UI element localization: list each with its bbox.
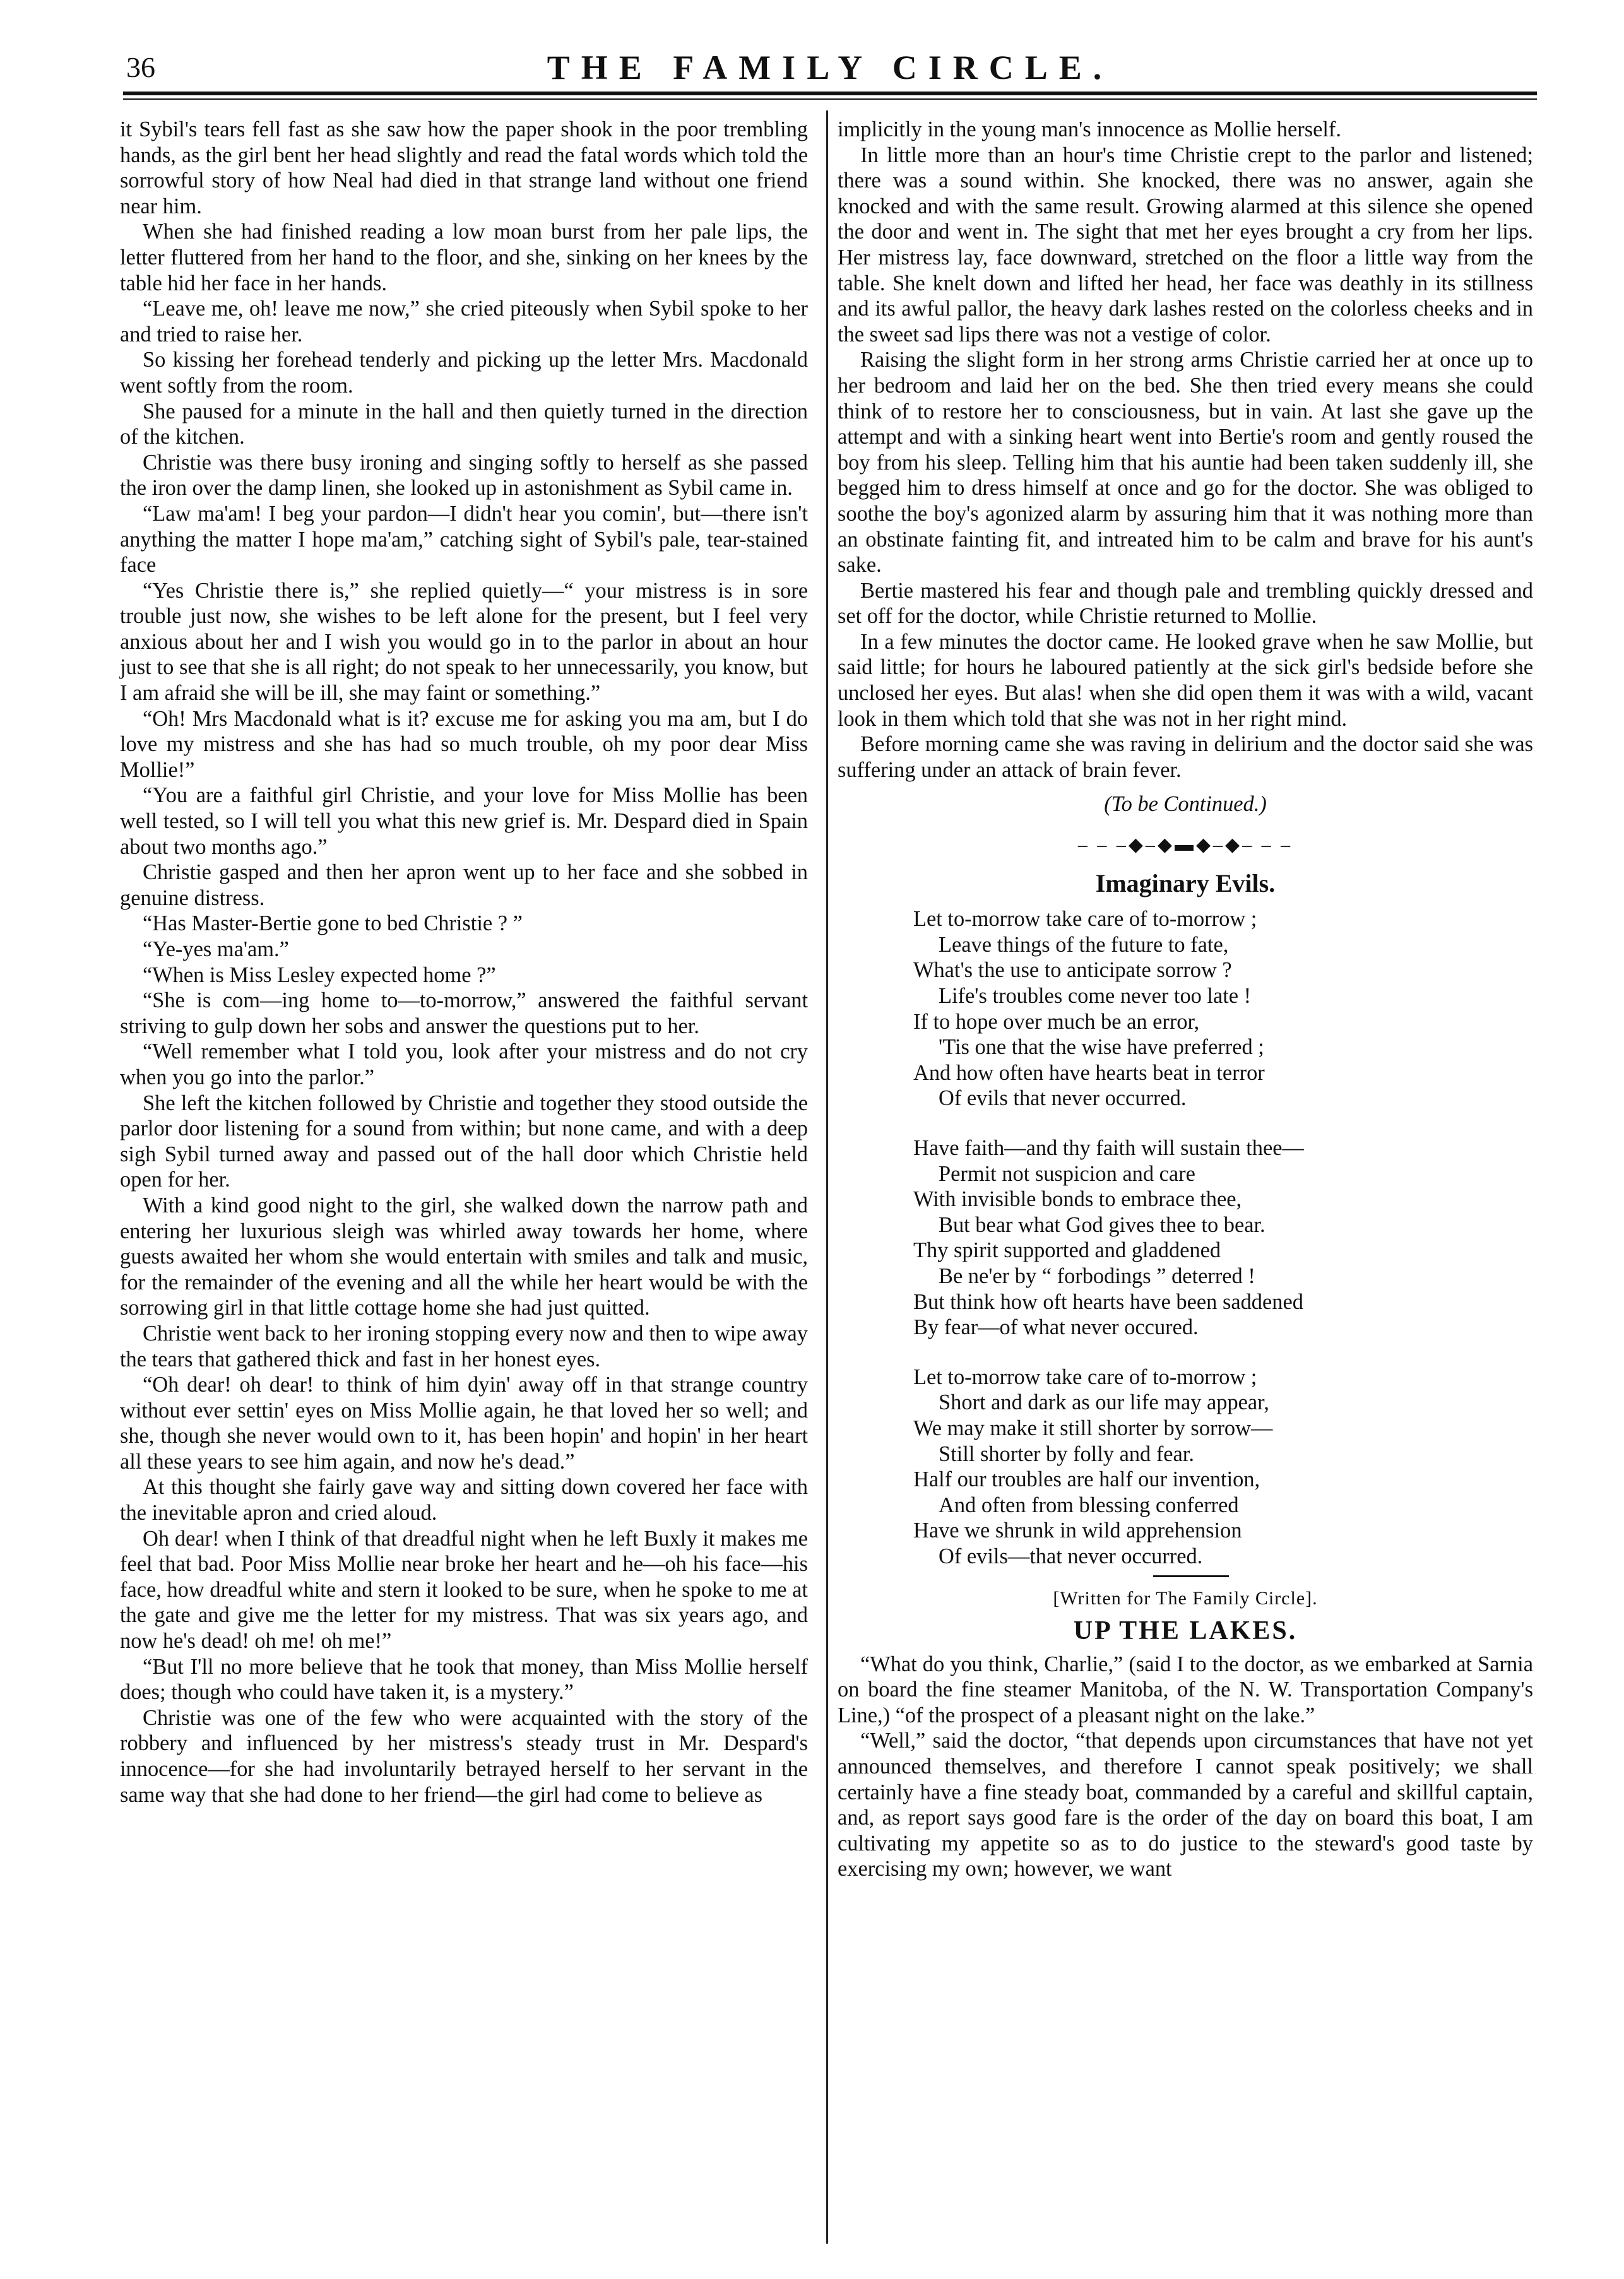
- story-paragraph: “Oh! Mrs Macdonald what is it? excuse me for asking you ma am, but I do love my mistress and she has had so much trouble, oh my poor dear Miss Mollie!”: [120, 706, 808, 782]
- poem-line: What's the use to anticipate sorrow ?: [913, 958, 1232, 983]
- page-header: [126, 44, 1534, 95]
- poem-line: Permit not suspicion and care: [939, 1161, 1195, 1186]
- story-paragraph: Bertie mastered his fear and though pale and trembling quickly dressed and set off for the doctor, while Christie returned to Mollie.: [838, 578, 1533, 629]
- poem: [913, 906, 1533, 1569]
- poem-line: We may make it still shorter by sorrow—: [913, 1416, 1273, 1440]
- poem-line: Leave things of the future to fate,: [939, 932, 1229, 957]
- article-paragraph: “What do you think, Charlie,” (said I to the doctor, as we embarked at Sarnia on board the fine steamer Manitoba, of the N. W. Transportation Company's Line,) “of the prospect of a pleasant night on the lake.”: [838, 1652, 1533, 1727]
- poem-line: If to hope over much be an error,: [913, 1009, 1200, 1034]
- poem-line: Have we shrunk in wild apprehension: [913, 1518, 1242, 1543]
- story-paragraph: She left the kitchen followed by Christie and together they stood outside the parlor door listening for a sound from within; but none came, and with a deep sigh Sybil turned away and passed out of the hall door which Christie held open for her.: [120, 1091, 808, 1192]
- story-paragraph: At this thought she fairly gave way and sitting down covered her face with the inevitable apron and cried aloud.: [120, 1475, 808, 1525]
- story-paragraph: “Law ma'am! I beg your pardon—I didn't hear you comin', but—there isn't anything the matter I hope ma'am,” catching sight of Sybil's pale, tear-stained face: [120, 501, 808, 577]
- story-paragraph: Christie went back to her ironing stopping every now and then to wipe away the tears that gathered thick and fast in her honest eyes.: [120, 1321, 808, 1371]
- story-paragraph: With a kind good night to the girl, she walked down the narrow path and entering her luxurious sleigh was whirled away towards her home, where guests awaited her whom she would entertain with smiles and talk and music, for the remainder of the evening and all the while her heart would be with the sorrowing girl in that little cottage home she had just quitted.: [120, 1193, 808, 1320]
- story-paragraph: “Ye-yes ma'am.”: [143, 937, 289, 961]
- story-paragraph: Christie gasped and then her apron went up to her face and she sobbed in genuine distress.: [120, 860, 808, 910]
- poem-line: Thy spirit supported and gladdened: [913, 1238, 1221, 1263]
- poem-line: But bear what God gives thee to bear.: [939, 1212, 1265, 1237]
- story-paragraph: “When is Miss Lesley expected home ?”: [143, 962, 496, 987]
- poem-line: Of evils that never occurred.: [939, 1086, 1187, 1111]
- story-paragraph: “Has Master-Bertie gone to bed Christie ? ”: [143, 911, 523, 936]
- section-rule: [1153, 1575, 1229, 1577]
- story-paragraph: Raising the slight form in her strong arms Christie carried her at once up to her bedroom and laid her on the bed. She then tried every means she could think of to restore her to consciousness, but in vain. At last she gave up the attempt and with a sinking heart went into Bertie's room and gently roused the boy from his sleep. Telling him that his auntie had been taken suddenly ill, she begged him to dress himself at once and go for the doctor. She was obliged to soothe the boy's agonized alarm by assuring him that it was nothing more than an obstinate fainting fit, and intreated him to be calm and brave for his aunt's sake.: [838, 348, 1533, 577]
- story-paragraph: When she had finished reading a low moan burst from her pale lips, the letter fluttered from her hand to the floor, and she, sinking on her knees by the table hid her face in her hands.: [120, 220, 808, 295]
- poem-line: Have faith—and thy faith will sustain thee—: [913, 1135, 1304, 1160]
- poem-line: 'Tis one that the wise have preferred ;: [939, 1035, 1264, 1060]
- right-column: [838, 117, 1533, 1882]
- poem-line: Of evils—that never occurred.: [939, 1544, 1203, 1568]
- poem-line: Life's troubles come never too late !: [939, 984, 1252, 1008]
- left-column: [120, 117, 808, 1808]
- story-paragraph: “Well remember what I told you, look after your mistress and do not cry when you go into the parlor.”: [120, 1039, 808, 1089]
- header-rule-thin: [123, 98, 1537, 100]
- story-paragraph: implicitly in the young man's innocence as Mollie herself.: [838, 117, 1341, 141]
- story-paragraph: “You are a faithful girl Christie, and your love for Miss Mollie has been well tested, so I will tell you what this new grief is. Mr. Despard died in Spain about two months ago.”: [120, 783, 808, 859]
- poem-line: Half our troubles are half our invention,: [913, 1467, 1260, 1492]
- poem-line: Be ne'er by “ forbodings ” deterred !: [939, 1264, 1255, 1288]
- story-paragraph: She paused for a minute in the hall and then quietly turned in the direction of the kitchen.: [120, 399, 808, 449]
- poem-line: With invisible bonds to embrace thee,: [913, 1187, 1242, 1212]
- poem-line: Short and dark as our life may appear,: [939, 1390, 1269, 1415]
- poem-line: Still shorter by folly and fear.: [939, 1441, 1194, 1466]
- to-be-continued: (To be Continued.): [1104, 792, 1267, 817]
- story-paragraph: Christie was one of the few who were acquainted with the story of the robbery and influenced by her mistress's steady trust in Mr. Despard's innocence—for she had involuntarily betrayed herself to her servant in the same way that she had done to her friend—the girl had come to believe as: [120, 1705, 808, 1807]
- page-number: 36: [126, 51, 155, 83]
- poem-stanza: [913, 906, 1533, 1111]
- poem-line: By fear—of what never occured.: [913, 1315, 1199, 1340]
- article-title: UP THE LAKES.: [1073, 1616, 1298, 1646]
- poem-line: Let to-morrow take care of to-morrow ;: [913, 1364, 1257, 1389]
- section-ornament: – – –◆–◆▬◆–◆– – –: [1077, 834, 1293, 856]
- story-paragraph: “She is com—ing home to—to-morrow,” answered the faithful servant striving to gulp down her sobs and answer the questions put to her.: [120, 988, 808, 1038]
- poem-line: And often from blessing conferred: [939, 1493, 1239, 1517]
- masthead-title: THE FAMILY CIRCLE.: [547, 49, 1113, 86]
- poem-line: Let to-morrow take care of to-morrow ;: [913, 907, 1257, 932]
- story-paragraph: Christie was there busy ironing and singing softly to herself as she passed the iron over the damp linen, she looked up in astonishment as Sybil came in.: [120, 450, 808, 500]
- poem-stanza: [913, 1364, 1533, 1570]
- written-for-credit: [Written for The Family Circle].: [1053, 1588, 1318, 1609]
- poem-line: But think how oft hearts have been saddened: [913, 1289, 1303, 1314]
- header-rule-thick: [123, 92, 1537, 95]
- story-paragraph: “Yes Christie there is,” she replied quietly—“ your mistress is in sore trouble just now, she wishes to be left alone for the present, but I feel very anxious about her and I wish you would go in to the parlor in about an hour just to see that she is all right; do not speak to her unnecessarily, you know, but I am afraid she will be ill, she may faint or something.”: [120, 578, 808, 706]
- article-paragraph: “Well,” said the doctor, “that depends upon circumstances that have not yet announced themselves, and therefore I cannot speak positively; we shall certainly have a fine steady boat, commanded by a careful and skillful captain, and, as report says good fare is the order of the day on board this boat, I am cultivating my appetite so as to do justice to the steward's good taste by exercising my own; however, we want: [838, 1729, 1533, 1881]
- story-paragraph: In little more than an hour's time Christie crept to the parlor and listened; there was a sound within. She knocked, there was no answer, again she knocked and with the same result. Growing alarmed at this silence she opened the door and went in. The sight that met her eyes brought a cry from her lips. Her mistress lay, face downward, stretched on the floor a little way from the table. She knelt down and lifted her head, her face was deathly in its stillness and its awful pallor, the heavy dark lashes rested on the colorless cheeks and in the sweet sad lips there was not a vestige of color.: [838, 143, 1533, 346]
- poem-title: Imaginary Evils.: [1095, 868, 1276, 897]
- poem-stanza: [913, 1135, 1533, 1341]
- story-paragraph: it Sybil's tears fell fast as she saw how the paper shook in the poor trembling hands, as the girl bent her head slightly and read the fatal words which told the sorrowful story of how Neal had died in that strange land without one friend near him.: [120, 117, 808, 218]
- story-paragraph: “Leave me, oh! leave me now,” she cried piteously when Sybil spoke to her and tried to raise her.: [120, 297, 808, 346]
- story-paragraph: “But I'll no more believe that he took that money, than Miss Mollie herself does; though who could have taken it, is a mystery.”: [120, 1654, 808, 1705]
- column-divider: [826, 110, 828, 2244]
- story-paragraph: Before morning came she was raving in delirium and the doctor said she was suffering under an attack of brain fever.: [838, 732, 1533, 782]
- poem-line: And how often have hearts beat in terror: [913, 1060, 1265, 1085]
- story-paragraph: In a few minutes the doctor came. He looked grave when he saw Mollie, but said little; for hours he laboured patiently at the sick girl's bedside before she unclosed her eyes. But alas! when she did open them it was with a wild, vacant look in them which told that she was not in her right mind.: [838, 629, 1533, 731]
- story-paragraph: Oh dear! when I think of that dreadful night when he left Buxly it makes me feel that bad. Poor Miss Mollie near broke her heart and he—oh his face—his face, how dreadful white and stern it looked to be sure, when he spoke to me at the gate and give me the letter for my mistress. That was six years ago, and now he's dead! oh me! oh me!”: [120, 1526, 808, 1654]
- story-paragraph: “Oh dear! oh dear! to think of him dyin' away off in that strange country without ever settin' eyes on Miss Mollie again, he that loved her so well; and she, though she never would own to it, has been hopin' and hopin' in her heart all these years to see him again, and now he's dead.”: [120, 1373, 808, 1474]
- story-paragraph: So kissing her forehead tenderly and picking up the letter Mrs. Macdonald went softly from the room.: [120, 348, 808, 398]
